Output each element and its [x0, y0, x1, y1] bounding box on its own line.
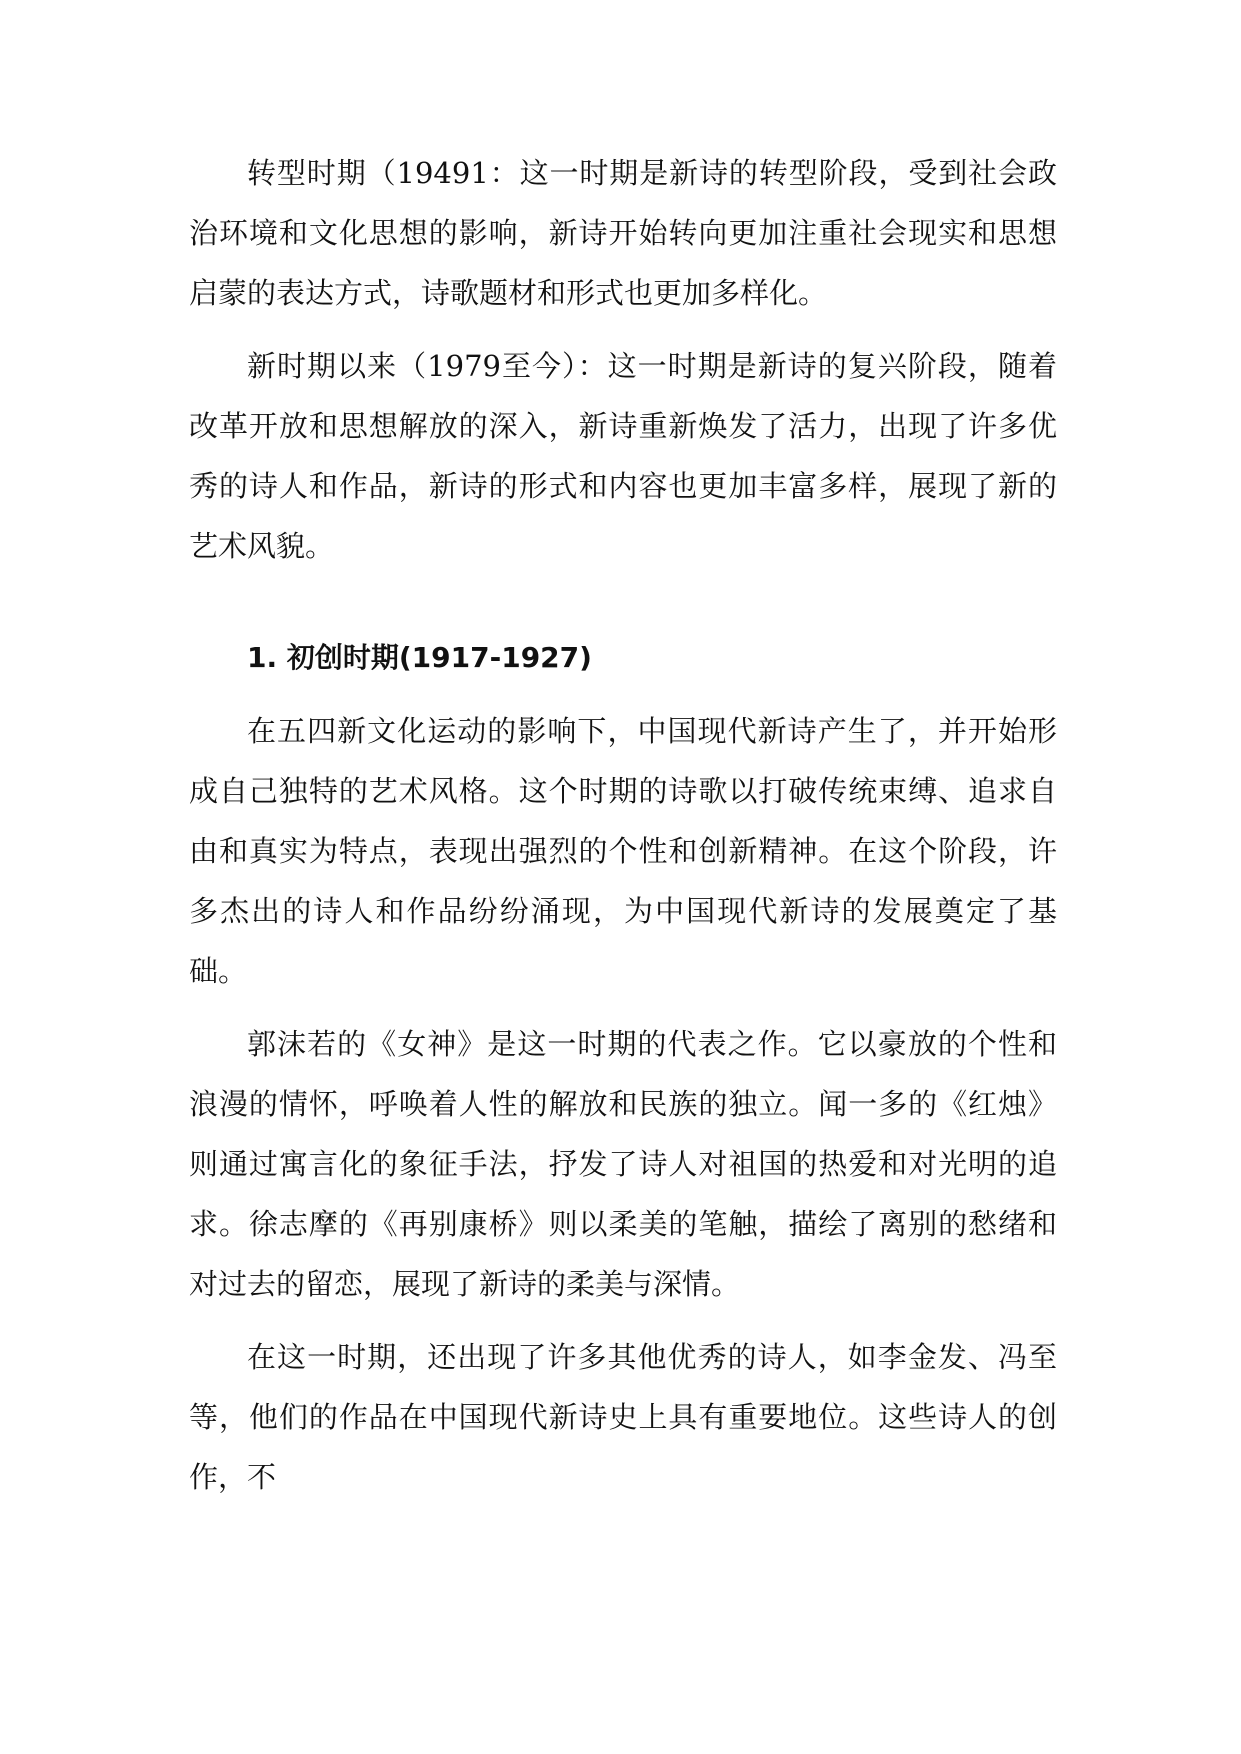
paragraph-may-fourth: 在五四新文化运动的影响下，中国现代新诗产生了，并开始形成自己独特的艺术风格。这个时期的诗歌以打破传统束缚、追求自由和真实为特点，表现出强烈的个性和创新精神。在这个阶段，许多杰出的诗人和作品纷纷涌现，为中国现代新诗的发展奠定了基础。: [189, 714, 1057, 988]
paragraph-representative-works: 郭沫若的《女神》是这一时期的代表之作。它以豪放的个性和浪漫的情怀，呼唤着人性的解放和民族的独立。闻一多的《红烛》则通过寓言化的象征手法，抒发了诗人对祖国的热爱和对光明的追求。徐志摩的《再别康桥》则以柔美的笔触，描绘了离别的愁绪和对过去的留恋，展现了新诗的柔美与深情。: [189, 1027, 1057, 1301]
section-heading: 1. 初创时期(1917-1927): [247, 641, 592, 674]
document-body: [189, 143, 1057, 1520]
paragraph-new-era: 新时期以来（1979至今）：这一时期是新诗的复兴阶段，随着改革开放和思想解放的深入，新诗重新焕发了活力，出现了许多优秀的诗人和作品，新诗的形式和内容也更加丰富多样，展现了新的艺术风貌。: [189, 349, 1057, 563]
paragraph-transition-period: 转型时期（19491：这一时期是新诗的转型阶段，受到社会政治环境和文化思想的影响，新诗开始转向更加注重社会现实和思想启蒙的表达方式，诗歌题材和形式也更加多样化。: [189, 156, 1057, 310]
paragraph-other-poets: 在这一时期，还出现了许多其他优秀的诗人，如李金发、冯至等，他们的作品在中国现代新诗史上具有重要地位。这些诗人的创作，不: [189, 1340, 1057, 1494]
